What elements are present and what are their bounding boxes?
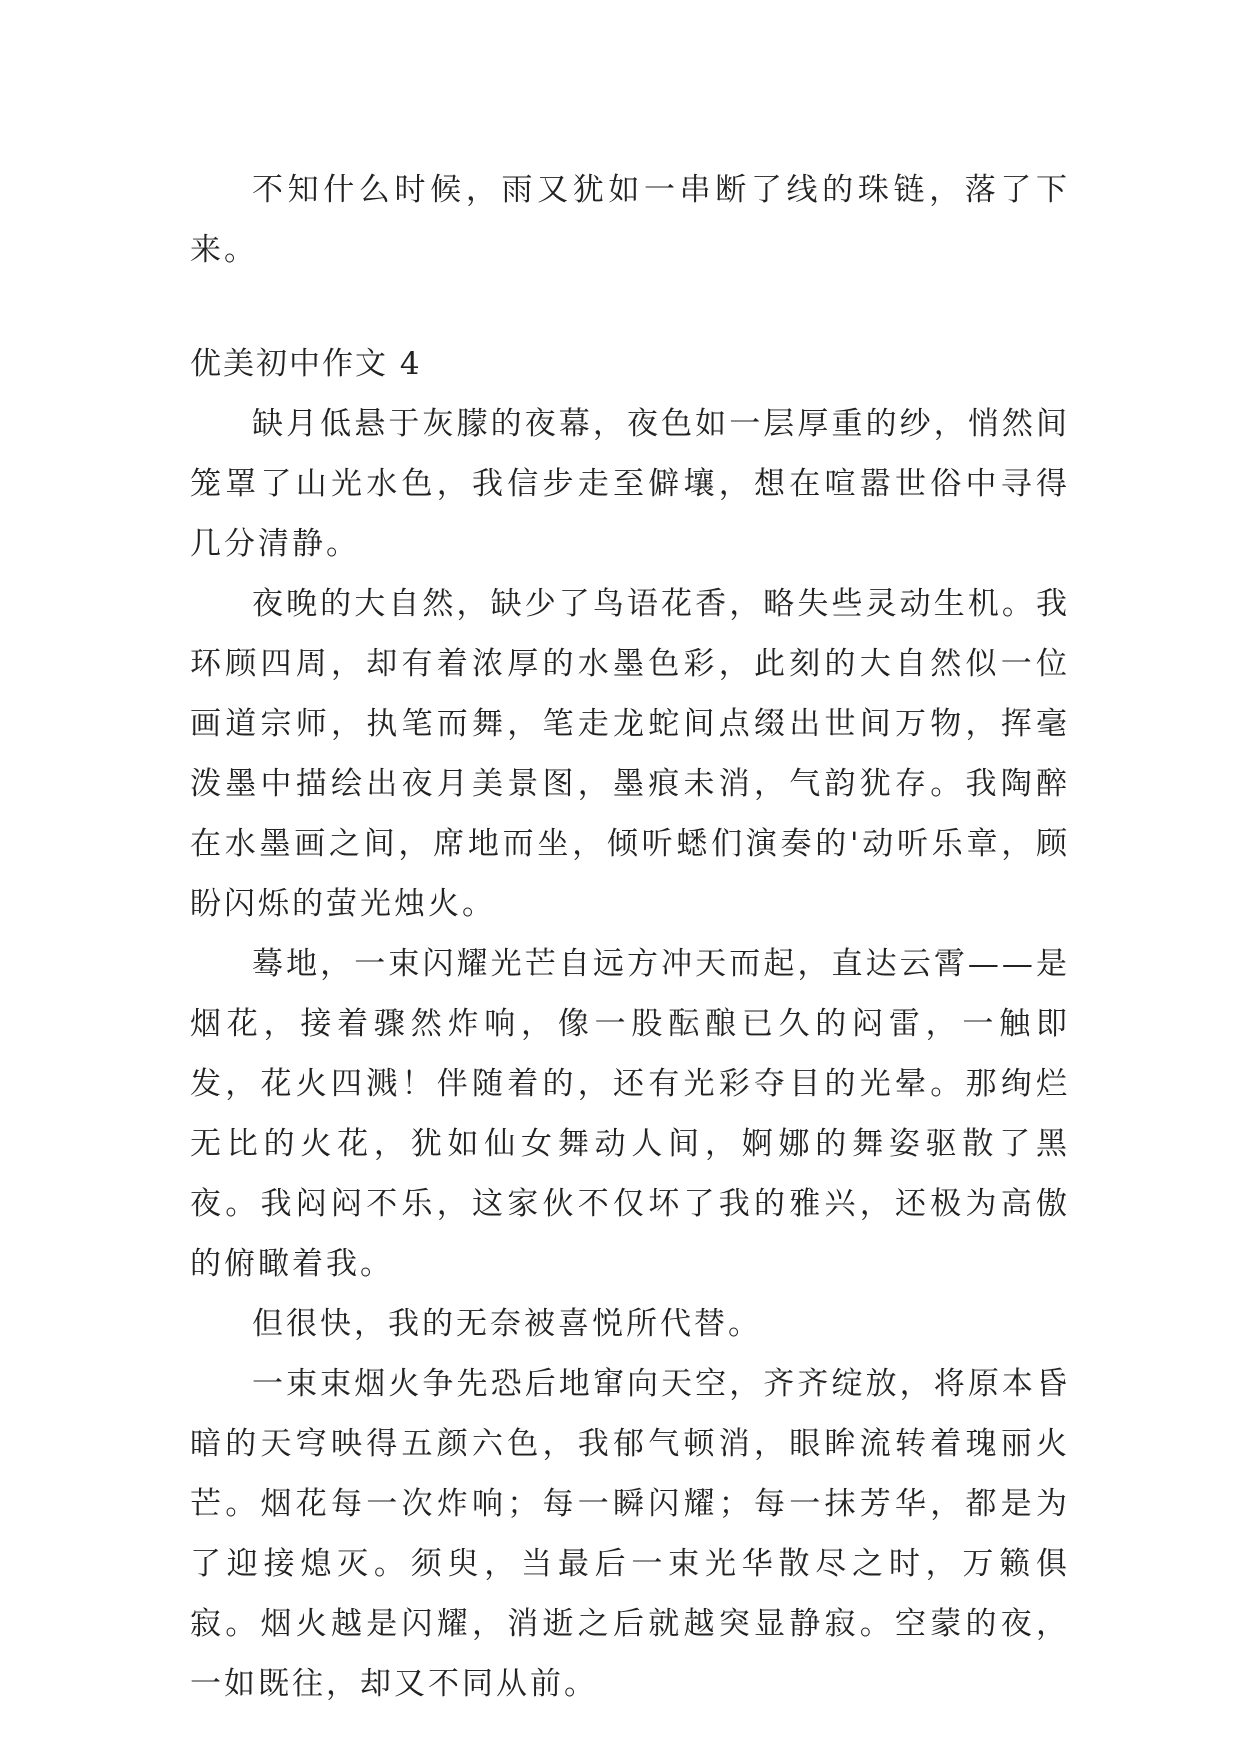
body-paragraph: 一束束烟火争先恐后地窜向天空，齐齐绽放，将原本昏暗的天穹映得五颜六色，我郁气顿消，眼眸流转着瑰丽火芒。烟花每一次炸响；每一瞬闪耀；每一抹芳华，都是为了迎接熄灭。须臾，当最后一束光华散尽之时，万籁俱寂。烟火越是闪耀，消逝之后就越突显静寂。空蒙的夜，一如既往，却又不同从前。 [190, 1366, 1070, 1702]
section-title: 优美初中作文 4 [190, 346, 422, 382]
body-paragraph: 夜晚的大自然，缺少了鸟语花香，略失些灵动生机。我环顾四周，却有着浓厚的水墨色彩，此刻的大自然似一位画道宗师，执笔而舞，笔走龙蛇间点缀出世间万物，挥毫泼墨中描绘出夜月美景图，墨痕未消，气韵犹存。我陶醉在水墨画之间，席地而坐，倾听蟋们演奏的'动听乐章，顾盼闪烁的萤光烛火。 [190, 586, 1070, 922]
lead-paragraph: 不知什么时候，雨又犹如一串断了线的珠链，落了下来。 [190, 172, 1070, 268]
body-paragraph: 蓦地，一束闪耀光芒自远方冲天而起，直达云霄——是烟花，接着骤然炸响，像一股酝酿已久的闷雷，一触即发，花火四溅！伴随着的，还有光彩夺目的光晕。那绚烂无比的火花，犹如仙女舞动人间，婀娜的舞姿驱散了黑夜。我闷闷不乐，这家伙不仅坏了我的雅兴，还极为高傲的俯瞰着我。 [190, 946, 1070, 1282]
body-paragraph: 但很快，我的无奈被喜悦所代替。 [252, 1306, 762, 1342]
document-body [190, 160, 1070, 1714]
body-paragraph: 缺月低悬于灰朦的夜幕，夜色如一层厚重的纱，悄然间笼罩了山光水色，我信步走至僻壤，想在喧嚣世俗中寻得几分清静。 [190, 406, 1070, 562]
